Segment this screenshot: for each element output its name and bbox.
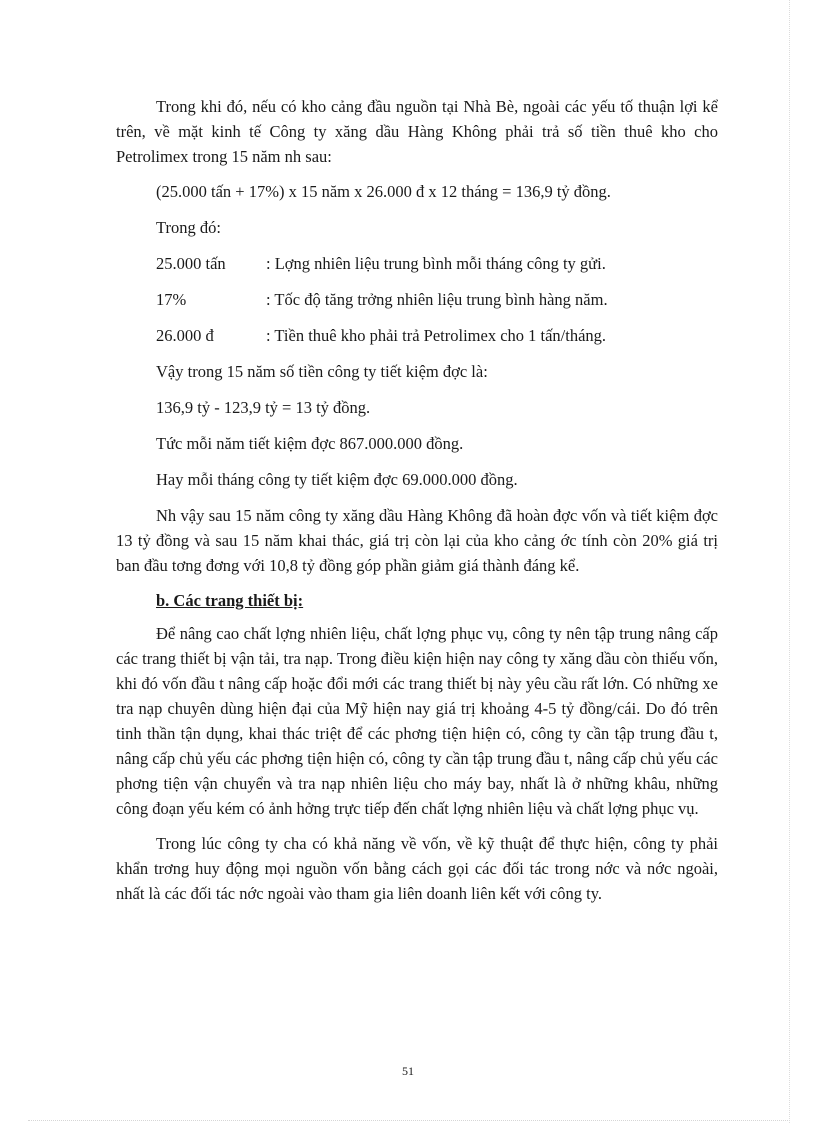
savings-intro: Vậy trong 15 năm số tiền công ty tiết kiệm đợc là: [156, 362, 488, 381]
section-heading-equipment: b. Các trang thiết bị: [156, 591, 304, 610]
footer-divider [28, 1120, 788, 1121]
definition-text: : Tiền thuê kho phải trả Petrolimex cho 1 tấn/tháng. [266, 326, 607, 345]
definition-term: 26.000 đ [156, 326, 214, 345]
cost-formula: (25.000 tấn + 17%) x 15 năm x 26.000 đ x 12 tháng = 136,9 tỷ đồng. [156, 182, 611, 201]
paragraph-capital-mobilization: Trong lúc công ty cha có khả năng về vốn, về kỹ thuật để thực hiện, công ty phải khẩn trơng huy động mọi nguồn vốn bằng cách gọi các đối tác trong nớc và nớc ngoài, nhất là các đối tác nớc ngoài vào tham gia liên doanh liên kết với công ty. [116, 834, 718, 903]
definition-term: 17% [156, 290, 187, 309]
savings-per-year: Tức mỗi năm tiết kiệm đợc 867.000.000 đồng. [156, 434, 464, 453]
paragraph-warehouse-cost: Trong khi đó, nếu có kho cảng đầu nguồn tại Nhà Bè, ngoài các yếu tố thuận lợi kể trên, về mặt kinh tế Công ty xăng dầu Hàng Không phải trả số tiền thuê kho cho Petrolimex trong 15 năm nh sau: [116, 97, 718, 166]
margin-guide [789, 0, 790, 1123]
savings-per-month: Hay mỗi tháng công ty tiết kiệm đợc 69.000.000 đồng. [156, 470, 518, 489]
definition-row [116, 323, 718, 348]
definition-row [116, 251, 718, 276]
definition-text: : Lợng nhiên liệu trung bình mỗi tháng công ty gửi. [266, 254, 606, 273]
paragraph-payback-summary: Nh vậy sau 15 năm công ty xăng dầu Hàng Không đã hoàn đợc vốn và tiết kiệm đợc 13 tỷ đồng và sau 15 năm khai thác, giá trị còn lại của kho cảng ớc tính còn 20% giá trị ban đầu tơng đơng với 10,8 tỷ đồng góp phần giảm giá thành đáng kể. [116, 506, 718, 575]
definition-text: : Tốc độ tăng trởng nhiên liệu trung bình hàng năm. [266, 290, 608, 309]
savings-calculation: 136,9 tỷ - 123,9 tỷ = 13 tỷ đồng. [156, 398, 371, 417]
definition-term: 25.000 tấn [156, 254, 226, 273]
where-label: Trong đó: [156, 218, 221, 237]
paragraph-equipment-upgrade: Để nâng cao chất lợng nhiên liệu, chất lợng phục vụ, công ty nên tập trung nâng cấp các trang thiết bị vận tải, tra nạp. Trong điều kiện hiện nay công ty xăng dầu còn thiếu vốn, khi đó vốn đầu t nâng cấp hoặc đổi mới các trang thiết bị này yêu cầu rất lớn. Có những xe tra nạp chuyên dùng hiện đại của Mỹ hiện nay giá trị khoảng 4-5 tỷ đồng/cái. Do đó trên tinh thần tận dụng, khai thác triệt để các phơng tiện hiện có, công ty cần tập trung đầu t, nâng cấp chủ yếu các phơng tiện hiện có, công ty cần tập trung đầu t, nâng cấp chủ yếu các phơng tiện vận chuyển và tra nạp nhiên liệu cho máy bay, nhất là ở những khâu, những công đoạn yếu kém có ảnh hởng trực tiếp đến chất lợng nhiên liệu và chất lợng phục vụ. [116, 624, 718, 818]
definition-row [116, 287, 718, 312]
page-body [116, 94, 718, 916]
page-number: 51 [402, 1064, 414, 1078]
